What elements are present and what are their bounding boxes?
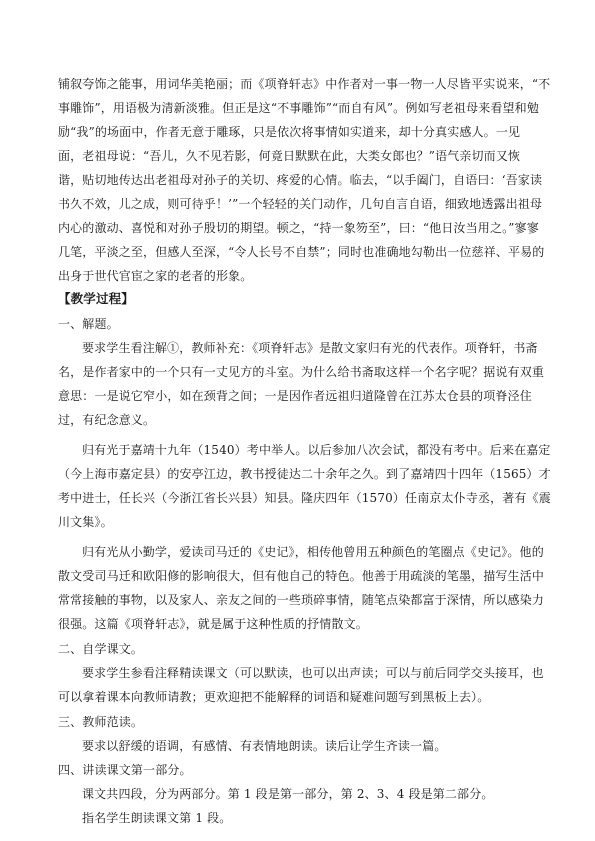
text-line: 要求以舒缓的语调，有感情、有表情地朗读。读后让学生齐读一篇。 <box>82 739 447 753</box>
step-title: 一、解题。 <box>58 317 119 331</box>
text-line: 过，有纪念意义。 <box>58 413 156 427</box>
text-line: 考中进士，任长兴（今浙江省长兴县）知县。隆庆四年（1570）任南京太仆寺丞，著有《震 <box>58 491 551 505</box>
text-line: 名，是作者家中的一个只有一丈见方的斗室。为什么给书斋取这样一个名字呢？据说有双重 <box>58 365 545 379</box>
text-line: 面，老祖母说：“吾儿，久不见若影，何竟日默默在此，大类女郎也？”语气亲切而又恢 <box>58 149 521 163</box>
text-line: 指名学生朗读课文第 1 段。 <box>82 811 232 825</box>
section-heading: 【教学过程】 <box>58 291 134 306</box>
text-line: 川文集》。 <box>58 515 113 529</box>
text-line: 谐，贴切地传达出老祖母对孙子的关切、疼爱的心情。临去，“以手阖门，自语曰：‘吾家读 <box>58 173 543 187</box>
text-line: 几笔，平淡之至，但感人至深，“令人长号不自禁”；同时也准确地勾勒出一位慈祥、平易的 <box>58 245 545 259</box>
text-line: 出身于世代官宦之家的老者的形象。 <box>58 269 253 283</box>
text-line: 归有光从小勤学，爱读司马迁的《史记》，相传他曾用五种颜色的笔圈点《史记》。他的 <box>82 545 544 559</box>
text-line: 书久不效，儿之成，则可待乎！’”一个轻轻的关门动作，几句自言自语，细致地透露出祖母 <box>58 197 543 211</box>
text-line: 内心的激动、喜悦和对孙子殷切的期望。顿之，“持一象笏至”，曰：“他日汝当用之。”寥寥 <box>58 221 539 235</box>
text-line: 要求学生参看注释精读课文（可以默读，也可以出声读；可以与前后同学交头接耳，也 <box>82 666 544 680</box>
text-line: 励“我”的场面中，作者无意于雕琢，只是依次将事情如实道来，却十分真实感人。一见 <box>58 125 521 139</box>
step-title: 二、自学课文。 <box>58 642 144 656</box>
step-title: 三、教师范读。 <box>58 715 144 729</box>
text-line: 铺叙夸饰之能事，用词华美艳丽；而《项脊轩志》中作者对一事一物一人尽皆平实说来，“不 <box>58 77 551 91</box>
text-line: 常常接触的事物，以及家人、亲友之间的一些琐碎事情，随笔点染都富于深情，所以感染力 <box>58 593 545 607</box>
text-line: （今上海市嘉定县）的安亭江边，教书授徒达二十余年之久。到了嘉靖四十四年（1565）才 <box>58 467 551 481</box>
text-line: 归有光于嘉靖十九年（1540）考中举人。以后参加八次会试，都没有考中。后来在嘉定 <box>82 443 551 457</box>
text-line: 散文受司马迁和欧阳修的影响很大，但有他自己的特色。他善于用疏淡的笔墨，描写生活中 <box>58 569 545 583</box>
text-line: 要求学生看注解①，教师补充：《项脊轩志》是散文家归有光的代表作。项脊轩，书斋 <box>82 341 538 355</box>
text-line: 意思：一是说它窄小，如在颈背之间；一是因作者远祖归道隆曾在江苏太仓县的项脊泾住 <box>58 389 532 403</box>
step-title: 四、讲读课文第一部分。 <box>58 763 192 777</box>
text-line: 可以拿着课本向教师请教；更欢迎把不能解释的词语和疑难问题写到黑板上去）。 <box>58 690 490 704</box>
text-line: 课文共四段，分为两部分。第 1 段是第一部分，第 2、3、4 段是第二部分。 <box>82 787 494 801</box>
text-line: 很强。这篇《项脊轩志》，就是属于这种性质的抒情散文。 <box>58 617 368 631</box>
text-line: 事雕饰”，用语极为清新淡雅。但正是这“不事雕饰”“而自有风”。例如写老祖母来看望和勉 <box>58 101 539 115</box>
